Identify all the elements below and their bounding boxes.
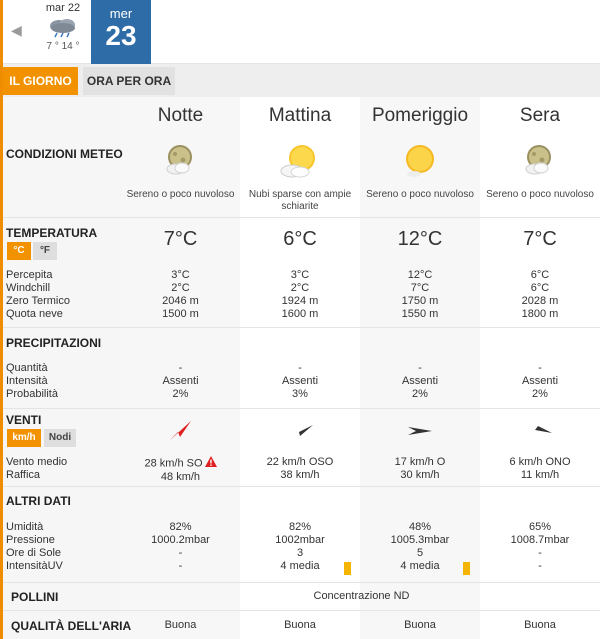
unit-knots-button[interactable]: Nodi	[44, 429, 76, 447]
detail-value: Assenti	[521, 375, 559, 387]
uv-level-bar	[463, 562, 470, 575]
precipitation-details	[240, 362, 360, 401]
unit-celsius-button[interactable]: °C	[7, 242, 31, 260]
detail-value: 1750 m	[401, 295, 439, 307]
tab-day[interactable]: IL GIORNO	[3, 67, 78, 95]
sun-icon	[400, 142, 440, 185]
unit-kmh-button[interactable]: km/h	[7, 429, 41, 447]
detail-value: 11 km/h	[520, 469, 560, 481]
divider	[3, 217, 600, 218]
detail-value: -	[298, 362, 302, 374]
sublabel-intensita: Intensità	[6, 375, 48, 387]
air-quality-label: QUALITÀ DELL'ARIA	[11, 619, 132, 633]
day-selector	[3, 0, 600, 64]
unit-fahrenheit-button[interactable]: °F	[33, 242, 57, 260]
precipitation-details	[360, 362, 480, 401]
divider	[3, 610, 600, 611]
pollen-label: POLLINI	[11, 590, 59, 604]
sublabel-zero-termico: Zero Termico	[6, 295, 70, 307]
detail-value: Assenti	[162, 375, 199, 387]
wind-direction-icon	[406, 424, 434, 442]
detail-value: 2028 m	[521, 295, 559, 307]
wind-speed-direction: 28 km/h SO	[144, 457, 203, 470]
other-details	[360, 521, 480, 573]
detail-value: 82%	[288, 521, 312, 533]
temperature-value: 12°C	[397, 228, 443, 250]
detail-value: 65%	[528, 521, 552, 533]
other-details	[480, 521, 600, 573]
detail-value: 2°C	[290, 282, 310, 294]
detail-value: -	[538, 362, 542, 374]
detail-value: 2°C	[171, 282, 190, 294]
day-prev-name: mar 22	[45, 2, 81, 14]
detail-value: 4 media	[280, 560, 320, 572]
sublabel-raffica: Raffica	[6, 469, 41, 481]
sublabel-pressione: Pressione	[6, 534, 55, 546]
detail-value: 1800 m	[521, 308, 559, 320]
temperature-value: 7°C	[523, 228, 557, 250]
detail-value: 2%	[532, 388, 548, 400]
detail-value: 1008.7mbar	[510, 534, 570, 546]
wind-direction-icon	[526, 419, 554, 440]
air-quality-value: Buona	[164, 619, 197, 631]
pollen-value: Concentrazione ND	[313, 590, 410, 602]
divider	[3, 486, 600, 487]
detail-value: 1600 m	[281, 308, 319, 320]
detail-value: 3°C	[171, 269, 190, 281]
column-header: Pomeriggio	[371, 105, 469, 126]
prev-day-arrow-icon[interactable]: ◀	[11, 22, 22, 38]
wind-direction-icon	[166, 419, 194, 450]
air-quality-value: Buona	[524, 619, 556, 631]
detail-value: 1002mbar	[275, 534, 325, 546]
detail-value: 48 km/h	[160, 471, 201, 483]
day-selected-name: mer	[109, 6, 133, 21]
other-sublabels	[6, 521, 63, 573]
detail-value: -	[538, 560, 542, 572]
detail-value: 82%	[169, 521, 192, 533]
other-details	[121, 521, 240, 573]
detail-value: 4 media	[400, 560, 440, 572]
sublabel-intensita-uv: IntensitàUV	[6, 560, 63, 572]
detail-value: 5	[416, 547, 424, 559]
detail-value: 2%	[412, 388, 428, 400]
sublabel-probabilita: Probabilità	[6, 388, 58, 400]
temperature-value: 6°C	[283, 228, 317, 250]
other-data-label: ALTRI DATI	[6, 494, 71, 508]
sun-cloud-icon	[278, 142, 322, 185]
column-header: Sera	[519, 105, 561, 126]
temperature-sublabels	[6, 269, 70, 321]
detail-value: -	[178, 560, 183, 572]
detail-value: 30 km/h	[400, 469, 440, 481]
detail-value: 1550 m	[401, 308, 439, 320]
detail-value: 3	[296, 547, 304, 559]
condition-description: Sereno o poco nuvoloso	[126, 189, 235, 200]
moon-cloud-icon	[162, 142, 198, 183]
detail-value: 12°C	[407, 269, 433, 281]
wind-details	[121, 456, 240, 484]
detail-value: -	[418, 362, 422, 374]
detail-value: 1924 m	[281, 295, 319, 307]
wind-details	[360, 456, 480, 482]
detail-value: 48%	[408, 521, 432, 533]
detail-value: 7°C	[410, 282, 430, 294]
warning-icon[interactable]	[205, 456, 217, 471]
condition-description: Sereno o poco nuvoloso	[486, 189, 594, 200]
conditions-label: CONDIZIONI METEO	[6, 147, 123, 161]
air-quality-value: Buona	[404, 619, 436, 631]
column-header: Mattina	[268, 105, 332, 126]
divider	[3, 582, 600, 583]
temperature-details	[121, 269, 240, 321]
detail-value: -	[178, 547, 183, 559]
day-selected-number: 23	[105, 20, 137, 51]
detail-value: 17 km/h O	[394, 456, 446, 468]
wind-details	[480, 456, 600, 482]
day-prev[interactable]	[37, 0, 89, 64]
detail-value: 1500 m	[162, 308, 199, 320]
sublabel-percepita: Percepita	[6, 269, 53, 281]
wind-direction-icon	[287, 423, 315, 444]
detail-value: -	[178, 362, 183, 374]
detail-value: Assenti	[401, 375, 439, 387]
sublabel-quantita: Quantità	[6, 362, 48, 374]
temperature-value: 7°C	[163, 228, 198, 250]
column-header: Notte	[157, 105, 204, 126]
wind-details	[240, 456, 360, 482]
detail-value: 6°C	[530, 282, 550, 294]
temperature-label: TEMPERATURA	[6, 226, 98, 240]
detail-value	[121, 456, 240, 471]
condition-description: Nubi sparse con ampie schiarite	[248, 189, 352, 212]
detail-value: 3%	[292, 388, 308, 400]
detail-value: 6 km/h ONO	[509, 456, 571, 468]
precipitation-details	[121, 362, 240, 401]
sublabel-windchill: Windchill	[6, 282, 51, 294]
moon-cloud-icon	[521, 142, 557, 183]
detail-value: 2046 m	[162, 295, 199, 307]
detail-value: 1005.3mbar	[390, 534, 450, 546]
day-prev-temps: 7 ° 14 °	[46, 41, 80, 52]
detail-value: -	[538, 547, 542, 559]
temperature-details	[480, 269, 600, 321]
sublabel-vento-medio: Vento medio	[6, 456, 68, 468]
detail-value: Assenti	[281, 375, 319, 387]
sublabel-ore-di-sole: Ore di Sole	[6, 547, 62, 559]
wind-label: VENTI	[6, 413, 42, 427]
detail-value: 3°C	[290, 269, 310, 281]
detail-value: 6°C	[530, 269, 550, 281]
tab-hourly[interactable]: ORA PER ORA	[83, 67, 175, 95]
air-quality-value: Buona	[284, 619, 316, 631]
temperature-details	[360, 269, 480, 321]
detail-value: 38 km/h	[280, 469, 320, 481]
view-tabs	[3, 64, 600, 97]
temperature-details	[240, 269, 360, 321]
day-selected[interactable]	[91, 0, 151, 64]
precipitation-label: PRECIPITAZIONI	[6, 336, 102, 350]
wind-sublabels	[6, 456, 67, 482]
sublabel-umidita: Umidità	[6, 521, 44, 533]
other-details	[240, 521, 360, 573]
detail-value: 1000.2mbar	[151, 534, 210, 546]
forecast-table	[3, 97, 600, 639]
precipitation-sublabels	[6, 362, 58, 401]
divider	[3, 408, 600, 409]
condition-description: Sereno o poco nuvoloso	[366, 189, 474, 200]
sublabel-quota-neve: Quota neve	[6, 308, 63, 320]
precipitation-details	[480, 362, 600, 401]
divider	[3, 327, 600, 328]
detail-value: 2%	[172, 388, 189, 400]
rain-cloud-icon	[45, 16, 81, 38]
uv-level-bar	[344, 562, 351, 575]
detail-value: 22 km/h OSO	[266, 456, 334, 468]
